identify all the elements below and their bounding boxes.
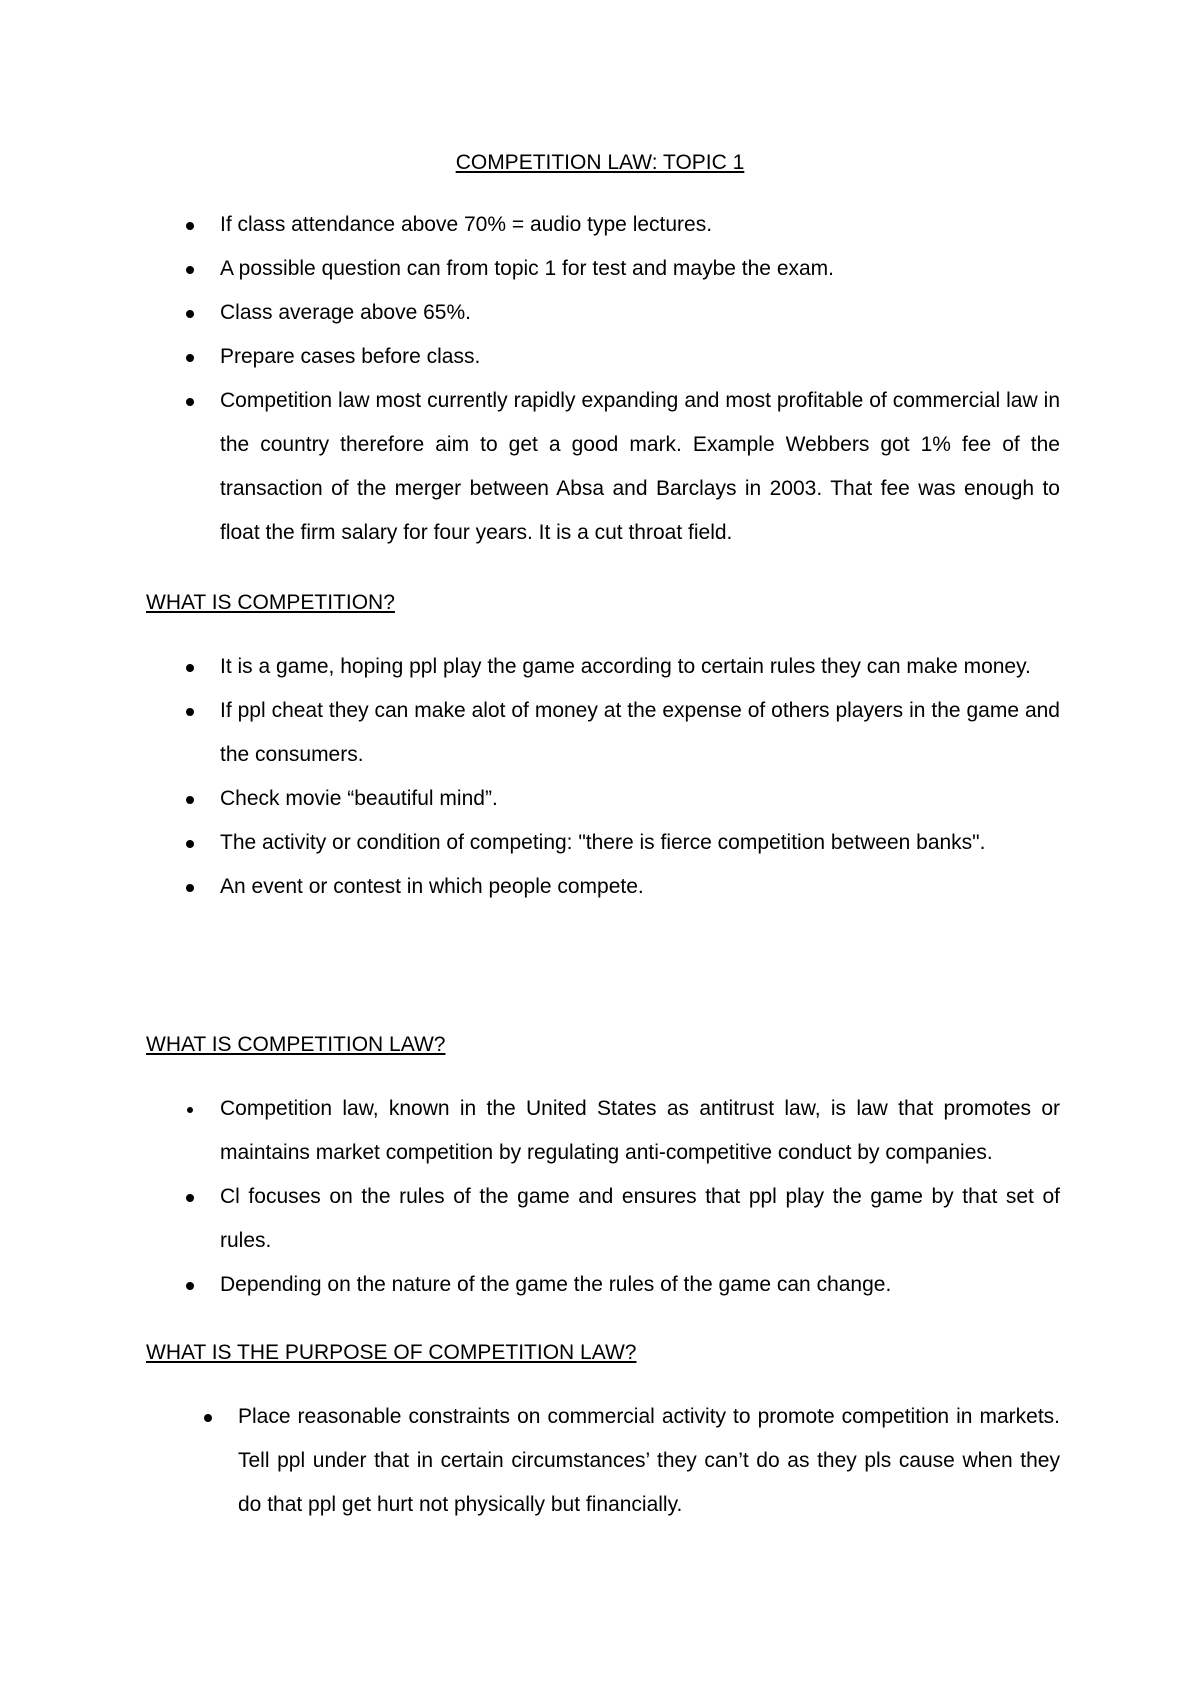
bullet-icon — [186, 1194, 194, 1202]
list-item-text: The activity or condition of competing: "there is fierce competition between banks". — [220, 831, 986, 854]
bullet-icon — [186, 310, 194, 318]
list-item-text: A possible question can from topic 1 for test and maybe the exam. — [220, 257, 835, 280]
list-item-text: Competition law most currently rapidly expanding and most profitable of commercial law in the country therefore aim to get a good mark. Example Webbers got 1% fee of the transaction of the merger between Absa and Barclays in 2003. That fee was enough to float the firm salary for four years. It is a cut throat field. — [220, 389, 1060, 544]
bullet-icon — [187, 1107, 193, 1113]
bullet-icon — [186, 840, 194, 848]
list-item — [0, 777, 1060, 821]
list-item-text: If class attendance above 70% = audio type lectures. — [220, 213, 713, 236]
bullet-icon — [186, 708, 194, 716]
purpose-list — [0, 1395, 1200, 1527]
competition-list — [0, 645, 1200, 909]
list-item — [0, 247, 1060, 291]
list-item — [0, 335, 1060, 379]
list-item-text: It is a game, hoping ppl play the game according to certain rules they can make money. — [220, 655, 1031, 678]
bullet-icon — [186, 884, 194, 892]
list-item — [0, 821, 1060, 865]
list-item — [0, 1175, 1060, 1263]
bullet-icon — [186, 222, 194, 230]
list-item — [0, 291, 1060, 335]
list-item-text: Cl focuses on the rules of the game and ensures that ppl play the game by that set of rules. — [220, 1185, 1060, 1252]
bullet-icon — [186, 398, 194, 406]
list-item — [0, 645, 1060, 689]
list-item-text: Competition law, known in the United States as antitrust law, is law that promotes or maintains market competition by regulating anti-competitive conduct by companies. — [220, 1097, 1060, 1164]
bullet-icon — [186, 266, 194, 274]
list-item — [0, 1087, 1060, 1175]
list-item — [0, 203, 1060, 247]
section-heading-competition: WHAT IS COMPETITION? — [146, 591, 395, 614]
list-item-text: If ppl cheat they can make alot of money at the expense of others players in the game and the consumers. — [220, 699, 1060, 766]
list-item-text: Class average above 65%. — [220, 301, 471, 324]
list-item — [0, 1395, 1060, 1527]
bullet-icon — [186, 796, 194, 804]
list-item-text: Depending on the nature of the game the rules of the game can change. — [220, 1273, 892, 1296]
list-item — [0, 379, 1060, 555]
section-heading-competition-law: WHAT IS COMPETITION LAW? — [146, 1033, 446, 1056]
list-item — [0, 1263, 1060, 1307]
list-item-text: An event or contest in which people compete. — [220, 875, 644, 898]
list-item-text: Check movie “beautiful mind”. — [220, 787, 498, 810]
section-heading-purpose: WHAT IS THE PURPOSE OF COMPETITION LAW? — [146, 1341, 637, 1364]
intro-list — [0, 203, 1200, 555]
list-item — [0, 865, 1060, 909]
list-item-text: Prepare cases before class. — [220, 345, 481, 368]
document-title: COMPETITION LAW: TOPIC 1 — [455, 151, 745, 174]
list-item — [0, 689, 1060, 777]
list-item-text: Place reasonable constraints on commercial activity to promote competition in markets. Tell ppl under that in certain circumstances’ they can’t do as they pls cause when they do that ppl get hurt not physically but financially. — [238, 1405, 1060, 1516]
bullet-icon — [186, 1282, 194, 1290]
competition-law-list — [0, 1087, 1200, 1307]
bullet-icon — [186, 664, 194, 672]
bullet-icon — [186, 354, 194, 362]
bullet-icon — [204, 1414, 212, 1422]
